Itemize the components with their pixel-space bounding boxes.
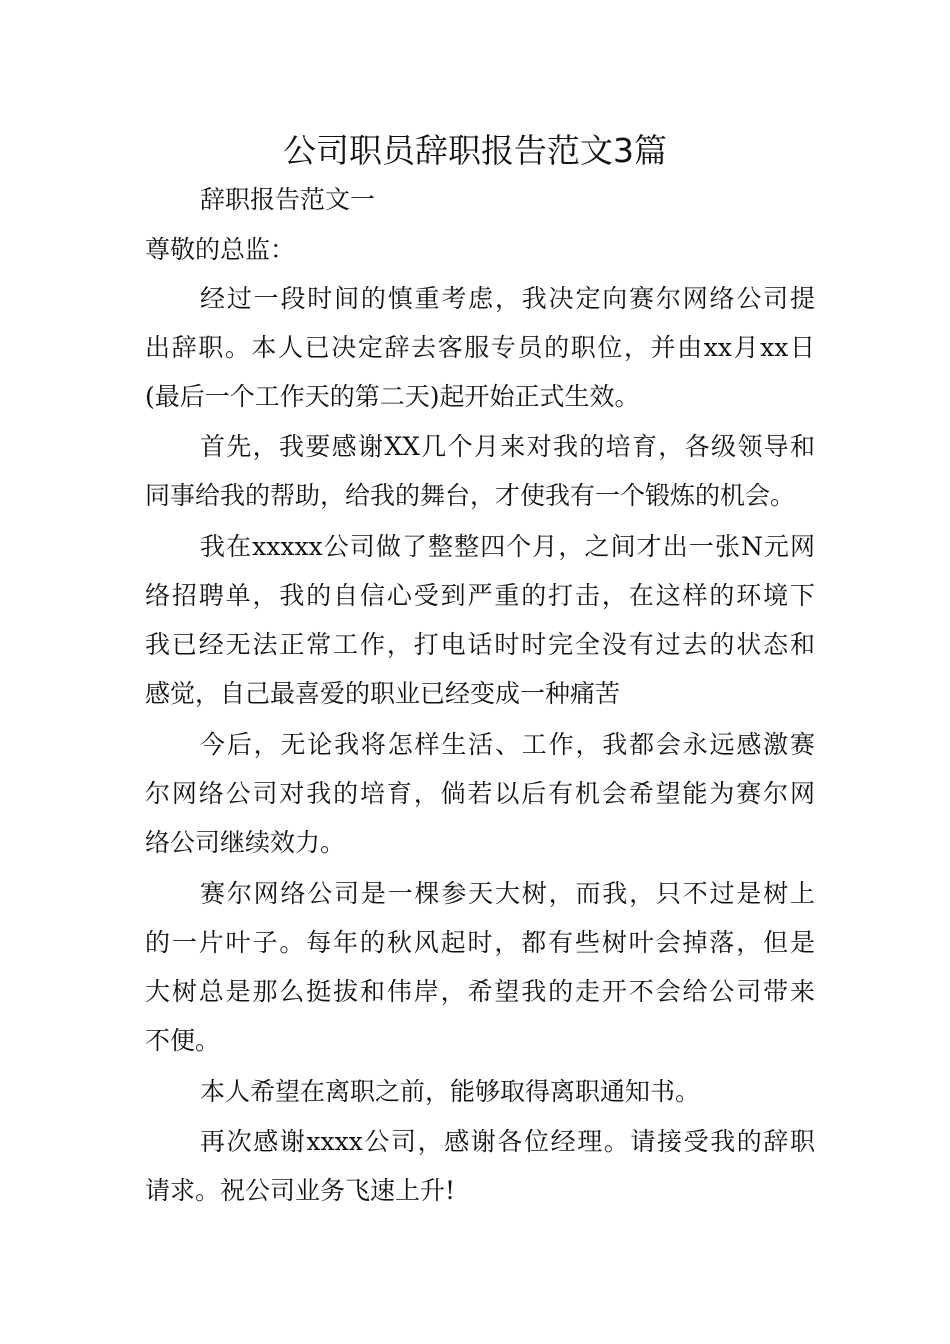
paragraph-line: 赛尔网络公司是一棵参天大树，而我，只不过是树上 (200, 879, 815, 908)
paragraph-line: 请求。祝公司业务飞速上升! (145, 1176, 456, 1205)
paragraph-line: 感觉，自己最喜爱的职业已经变成一种痛苦 (145, 679, 621, 708)
document-subtitle (145, 175, 815, 224)
salutation (145, 225, 815, 274)
paragraph-5 (145, 869, 815, 1065)
paragraph-line: 络招聘单，我的自信心受到严重的打击，在这样的环境下 (145, 581, 815, 610)
paragraph-1 (145, 274, 815, 421)
paragraph-line: 大树总是那么挺拔和伟岸，希望我的走开不会给公司带来 (145, 977, 815, 1006)
paragraph-line: 我已经无法正常工作，打电话时时完全没有过去的状态和 (145, 630, 815, 659)
salutation-text: 尊敬的总监： (145, 235, 296, 264)
document-title: 公司职员辞职报告范文3篇 (283, 131, 667, 170)
paragraph-line: 的一片叶子。每年的秋风起时，都有些树叶会掉落，但是 (145, 928, 815, 957)
paragraph-line: 出辞职。本人已决定辞去客服专员的职位，并由xx月xx日 (145, 333, 815, 362)
paragraph-line: 再次感谢xxxx公司，感谢各位经理。请接受我的辞职 (200, 1127, 815, 1156)
paragraph-line: 络公司继续效力。 (145, 828, 346, 857)
paragraph-6 (145, 1067, 815, 1116)
paragraph-line: 我在xxxxx公司做了整整四个月，之间才出一张N元网 (200, 532, 815, 561)
paragraph-7 (145, 1117, 815, 1215)
paragraph-line: 不便。 (145, 1026, 221, 1055)
paragraph-4 (145, 720, 815, 867)
paragraph-line: (最后一个工作天的第二天)起开始正式生效。 (145, 382, 640, 411)
paragraph-line: 今后，无论我将怎样生活、工作，我都会永远感激赛 (200, 730, 815, 759)
paragraph-3 (145, 522, 815, 718)
paragraph-2 (145, 422, 815, 520)
paragraph-line: 本人希望在离职之前，能够取得离职通知书。 (200, 1077, 701, 1106)
subtitle-text: 辞职报告范文一 (200, 185, 376, 214)
paragraph-line: 首先，我要感谢XX几个月来对我的培育，各级领导和 (200, 432, 815, 461)
paragraph-line: 经过一段时间的慎重考虑，我决定向赛尔网络公司提 (200, 284, 815, 313)
paragraph-line: 同事给我的帮助，给我的舞台，才使我有一个锻炼的机会。 (145, 481, 796, 510)
paragraph-line: 尔网络公司对我的培育，倘若以后有机会希望能为赛尔网 (145, 779, 815, 808)
